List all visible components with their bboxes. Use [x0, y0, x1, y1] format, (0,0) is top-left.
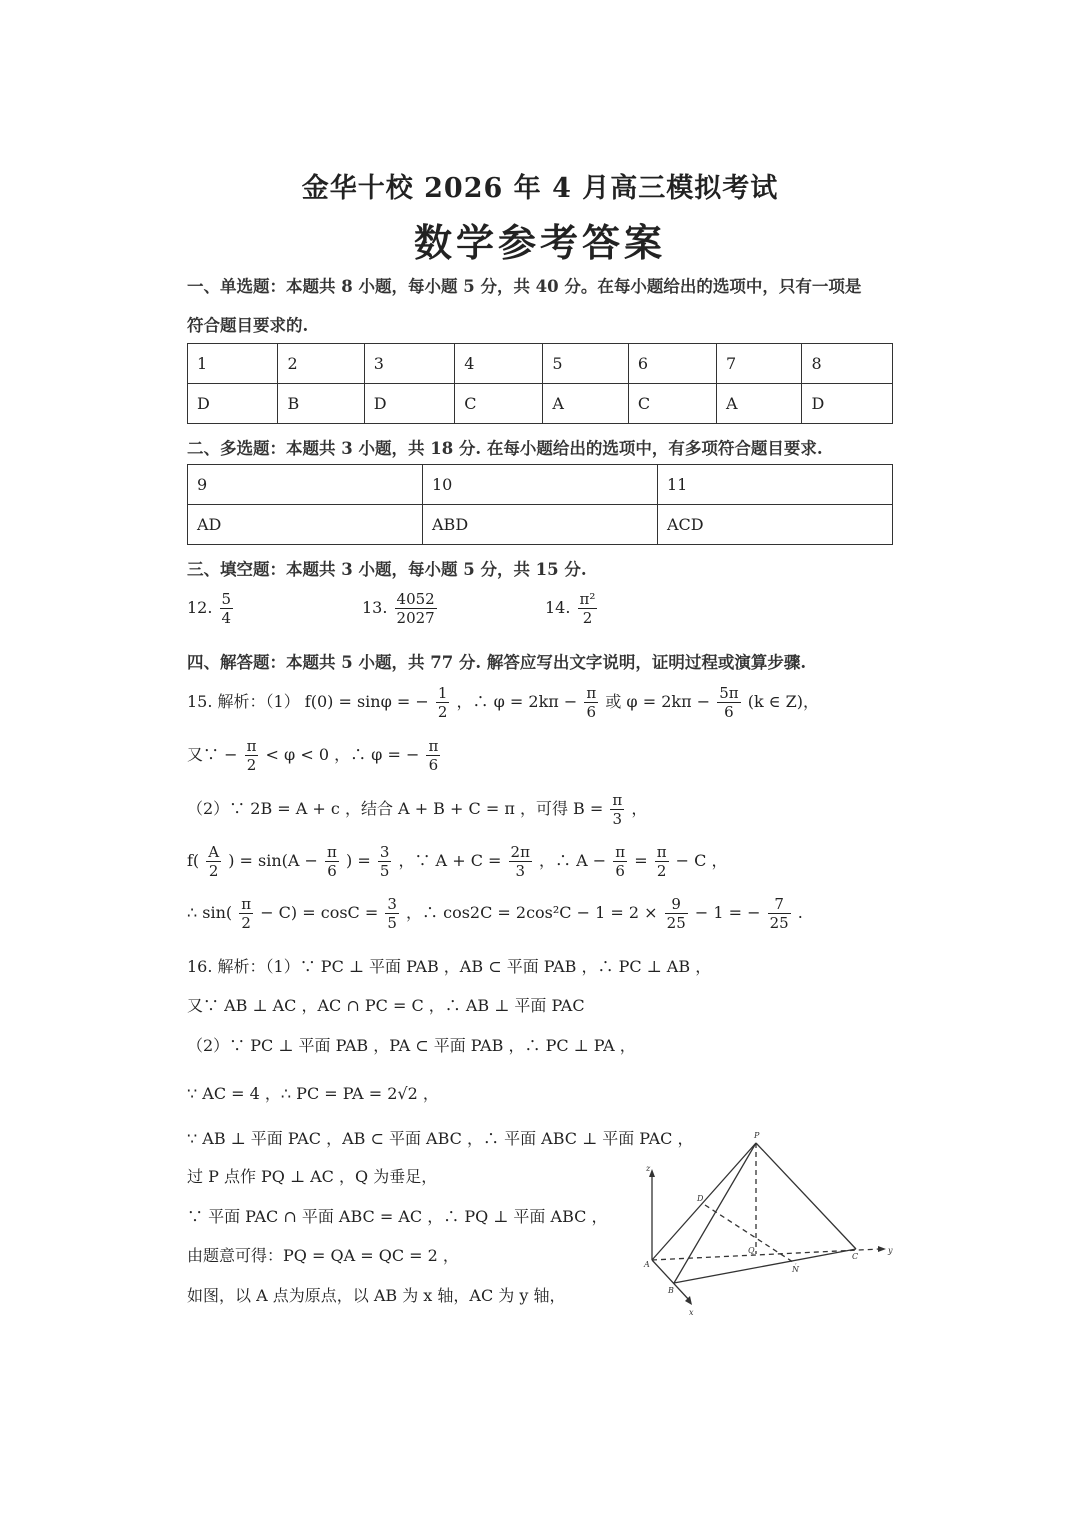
question-number: 1: [188, 344, 278, 384]
q16-line6: 过 P 点作 PQ ⊥ AC ，Q 为垂足，: [187, 1167, 438, 1186]
question-label: 12.: [187, 598, 213, 617]
numerator: π: [612, 791, 623, 809]
denominator: 2: [246, 756, 257, 774]
fraction: [206, 843, 221, 880]
denominator: 2: [656, 862, 667, 880]
question-number: 8: [802, 344, 893, 384]
answer-cell: C: [628, 384, 716, 424]
fraction: [245, 737, 259, 774]
text: =: [634, 851, 648, 870]
q15-line2: [187, 737, 442, 774]
label-z: z: [646, 1164, 651, 1173]
q15-line1: [187, 684, 819, 721]
answer-cell: D: [802, 384, 893, 424]
numerator: π: [586, 684, 597, 702]
question-number: 11: [658, 465, 893, 505]
text: ) = sin(A −: [228, 851, 318, 870]
q16-line3: （2）∵ PC ⊥ 平面 PAB ，PA ⊂ 平面 PAB ，∴ PC ⊥ PA ，: [187, 1036, 636, 1055]
denominator: 6: [586, 703, 597, 721]
text: ，∴ cos2C = 2cos²C − 1 = 2 ×: [406, 903, 658, 922]
q15-line5: [187, 895, 803, 932]
fraction: [395, 590, 437, 627]
q16-line8: 由题意可得：PQ = QA = QC = 2 ，: [187, 1246, 459, 1265]
section3-heading: 三、填空题：本题共 3 小题，每小题 5 分，共 15 分.: [187, 560, 587, 579]
section2-heading: 二、多选题：本题共 3 小题，共 18 分. 在每小题给出的选项中，有多项符合题目要求.: [187, 439, 823, 458]
text: f(: [187, 851, 200, 870]
question-number: 9: [188, 465, 423, 505]
denominator: 6: [724, 703, 734, 721]
section1-heading-cont: 符合题目要求的.: [187, 316, 309, 335]
y-axis-arrow: [878, 1246, 886, 1252]
denominator: 3: [612, 810, 623, 828]
multi-choice-answer-table: [187, 464, 893, 545]
fraction: [578, 590, 598, 627]
answer-12: [187, 590, 235, 627]
table-row: [188, 344, 893, 384]
numerator: π: [246, 737, 257, 755]
text: .: [797, 903, 803, 922]
question-number: 7: [717, 344, 802, 384]
numerator: π: [241, 895, 252, 913]
numerator: π: [656, 843, 667, 861]
fraction: [610, 791, 624, 828]
question-number: 5: [543, 344, 628, 384]
fraction: [717, 684, 740, 721]
section4-heading: 四、解答题：本题共 5 小题，共 77 分. 解答应写出文字说明，证明过程或演算步骤.: [187, 653, 807, 672]
fraction: [426, 737, 440, 774]
fraction: [584, 684, 598, 721]
denominator: 6: [615, 862, 625, 880]
question-label: 14.: [545, 598, 571, 617]
numerator: A: [208, 843, 220, 861]
text: < φ < 0 ，∴ φ = −: [265, 745, 420, 764]
q15-line3: [187, 791, 647, 828]
fraction: [509, 843, 532, 880]
fraction: [613, 843, 627, 880]
denominator: 6: [327, 862, 337, 880]
fraction: [436, 684, 450, 721]
label-y: y: [888, 1246, 893, 1255]
fraction: [655, 843, 669, 880]
text: − C) = cosC =: [260, 903, 379, 922]
text: ) =: [346, 851, 371, 870]
answer-13: [362, 590, 439, 627]
text: ，: [631, 799, 648, 818]
denominator: 2: [582, 609, 593, 627]
label-D: D: [697, 1194, 704, 1203]
fraction: [385, 895, 399, 932]
q16-line1: 16. 解析：（1）∵ PC ⊥ 平面 PAB ，AB ⊂ 平面 PAB ，∴ PC ⊥ AB ，: [187, 957, 712, 976]
pyramid-figure: [630, 1125, 900, 1320]
fraction: [325, 843, 339, 880]
fraction: [220, 590, 234, 627]
numerator: 3: [387, 895, 397, 913]
numerator: 5: [221, 590, 232, 608]
text: ，∴ φ = 2kπ −: [456, 692, 578, 711]
numerator: 2π: [510, 843, 530, 861]
denominator: 5: [379, 862, 390, 880]
text: 或 φ = 2kπ −: [605, 692, 711, 711]
numerator: 9: [665, 895, 688, 914]
answer-cell: A: [543, 384, 628, 424]
edge-PA: [652, 1143, 756, 1260]
text: (k ∈ Z)，: [747, 692, 820, 711]
denominator: 25: [769, 914, 789, 932]
fraction: [239, 895, 253, 932]
edge-PC: [756, 1143, 856, 1249]
edge-PB: [674, 1143, 756, 1283]
numerator: π: [428, 737, 439, 755]
question-number: 6: [628, 344, 716, 384]
label-N: N: [792, 1265, 799, 1274]
fraction: [378, 843, 392, 880]
q16-line7: ∵ 平面 PAC ∩ 平面 ABC = AC ，∴ PQ ⊥ 平面 ABC ，: [187, 1207, 608, 1226]
numerator: π: [615, 843, 626, 861]
denominator: 25: [666, 914, 686, 932]
denominator: 4: [221, 609, 232, 627]
answer-cell: B: [278, 384, 364, 424]
text: ∴ sin(: [187, 903, 233, 922]
text: − C ，: [675, 851, 728, 870]
q16-line4: ∵ AC = 4 ，∴ PC = PA = 2√2 ，: [187, 1084, 439, 1103]
table-row: [188, 465, 893, 505]
q15-line4: [187, 843, 728, 880]
numerator: π²: [579, 590, 596, 608]
q16-line2: 又∵ AB ⊥ AC ，AC ∩ PC = C ，∴ AB ⊥ 平面 PAC: [187, 996, 585, 1015]
numerator: π: [327, 843, 337, 861]
fraction: [768, 895, 791, 932]
answer-key-title: 数学参考答案: [413, 220, 666, 265]
answer-cell: C: [455, 384, 543, 424]
numerator: 7: [768, 895, 791, 914]
answer-cell: D: [364, 384, 454, 424]
numerator: 4052: [396, 590, 435, 608]
label-B: B: [668, 1286, 674, 1295]
answer-cell: ABD: [423, 505, 658, 545]
question-number: 3: [364, 344, 454, 384]
text: ，∴ A −: [539, 851, 607, 870]
denominator: 2: [208, 862, 219, 880]
single-choice-answer-table: [187, 343, 893, 424]
answer-cell: D: [188, 384, 278, 424]
denominator: 6: [428, 756, 439, 774]
fraction: [665, 895, 688, 932]
answer-cell: A: [717, 384, 802, 424]
label-Q: Q: [748, 1246, 755, 1255]
numerator: 3: [379, 843, 390, 861]
label-P: P: [754, 1131, 760, 1140]
numerator: 5π: [719, 684, 739, 702]
text: 15. 解析：（1） f(0) = sinφ = −: [187, 692, 429, 711]
question-label: 13.: [362, 598, 388, 617]
table-row: [188, 505, 893, 545]
answer-cell: AD: [188, 505, 423, 545]
question-number: 10: [423, 465, 658, 505]
label-C: C: [852, 1252, 859, 1261]
text: 又∵ −: [187, 745, 238, 764]
question-number: 2: [278, 344, 364, 384]
question-number: 4: [455, 344, 543, 384]
label-x: x: [689, 1308, 694, 1317]
section1-heading: 一、单选题：本题共 8 小题，每小题 5 分，共 40 分。在每小题给出的选项中，只有一项是: [187, 277, 862, 296]
table-row: [188, 384, 893, 424]
q16-line5: ∵ AB ⊥ 平面 PAC ，AB ⊂ 平面 ABC ，∴ 平面 ABC ⊥ 平面 PAC ，: [187, 1129, 694, 1148]
exam-title: 金华十校 2026 年 4 月高三模拟考试: [301, 173, 779, 204]
denominator: 2027: [396, 609, 435, 627]
answer-14: [545, 590, 599, 627]
q16-line9: 如图，以 A 点为原点，以 AB 为 x 轴，AC 为 y 轴，: [187, 1286, 566, 1305]
label-A: A: [644, 1260, 650, 1269]
text: − 1 = −: [694, 903, 761, 922]
numerator: 1: [437, 684, 448, 702]
edge-BC: [674, 1249, 859, 1283]
segment-DN: [705, 1205, 796, 1264]
text: （2）∵ 2B = A + c ，结合 A + B + C = π ，可得 B =: [187, 799, 604, 818]
answer-cell: ACD: [658, 505, 893, 545]
text: ，∵ A + C =: [398, 851, 502, 870]
denominator: 5: [387, 914, 397, 932]
denominator: 3: [515, 862, 525, 880]
denominator: 2: [241, 914, 251, 932]
denominator: 2: [437, 703, 448, 721]
